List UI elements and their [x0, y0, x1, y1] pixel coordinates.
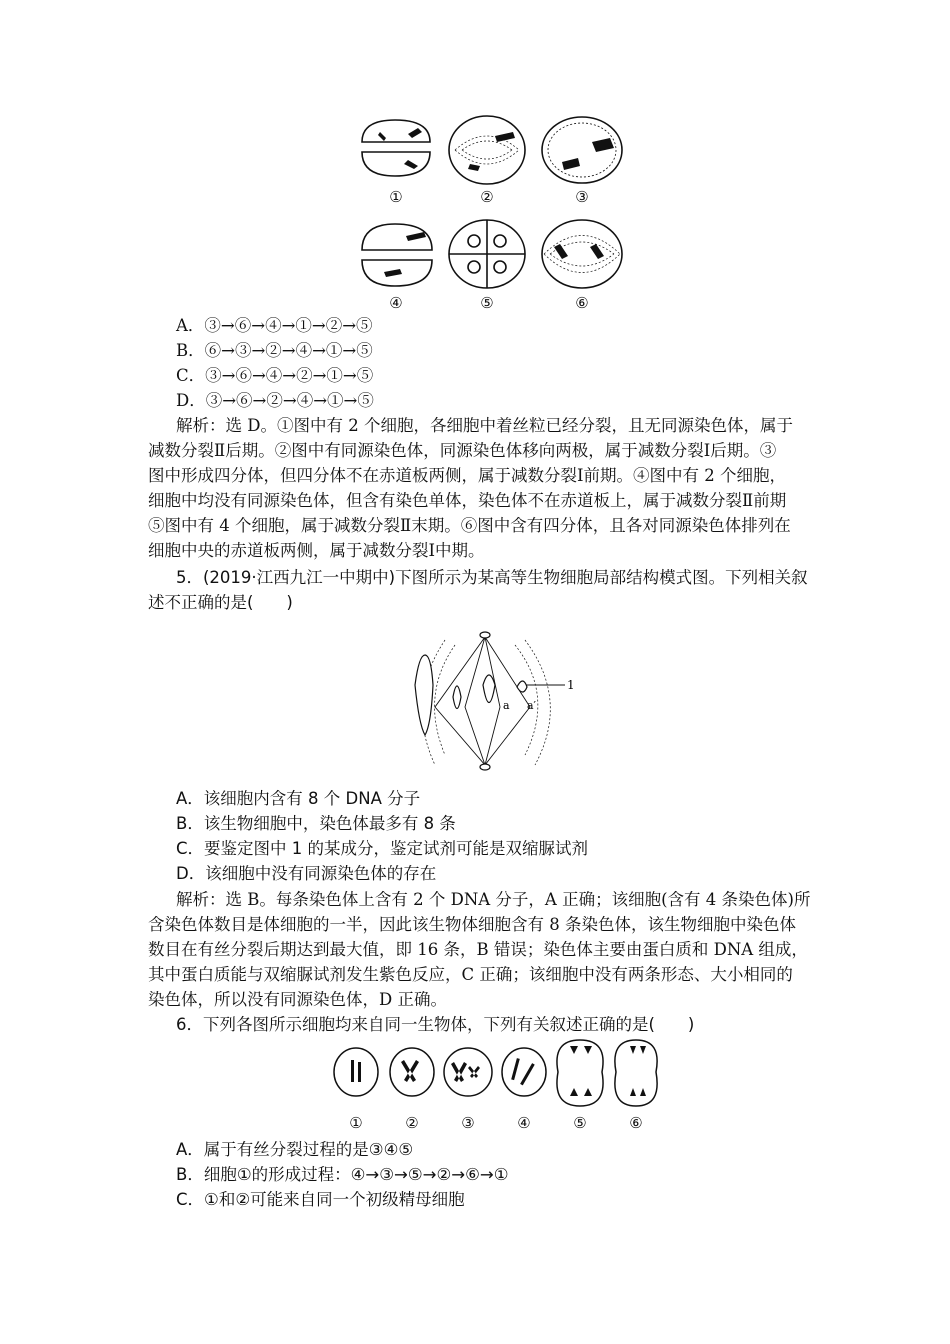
q6-label-5: ⑤: [573, 1114, 587, 1132]
centrosome-bottom: [480, 764, 490, 770]
chromosome-large: [415, 655, 433, 735]
q6-label-3: ③: [461, 1114, 475, 1132]
q5-analysis-line: 其中蛋白质能与双缩脲试剂发生紫色反应，C 正确；该细胞中没有两条形态、大小相同的: [148, 965, 793, 984]
q5-analysis-line: 解析：选 B。每条染色体上含有 2 个 DNA 分子，A 正确；该细胞(含有 4 条染色体)所: [176, 890, 811, 909]
q5-analysis-line: 染色体，所以没有同源染色体，D 正确。: [148, 990, 447, 1009]
q5-option-c: C．要鉴定图中 1 的某成分，鉴定试剂可能是双缩脲试剂: [176, 839, 589, 858]
q6-option-c: C．①和②可能来自同一个初级精母细胞: [176, 1190, 465, 1209]
q4-analysis-line: 细胞中央的赤道板两侧，属于减数分裂Ⅰ中期。: [148, 541, 485, 560]
q6-label-1: ①: [349, 1114, 363, 1132]
q4-option-d: D．③→⑥→②→④→①→⑤: [176, 391, 374, 410]
q4-analysis-line: ⑤图中有 4 个细胞，属于减数分裂Ⅱ末期。⑥图中含有四分体，且各对同源染色体排列在: [148, 516, 791, 535]
cell-1-bottom: [362, 152, 430, 176]
q4-label-4: ④: [389, 294, 403, 312]
q6-cell-5: [557, 1040, 603, 1106]
chromosome-2: [453, 686, 461, 709]
centrosome-top: [480, 632, 490, 638]
q4-label-3: ③: [575, 188, 589, 206]
spindle-diagram: [405, 625, 585, 775]
q5-option-b: B．该生物细胞中，染色体最多有 8 条: [176, 814, 456, 833]
label-a: a: [503, 699, 510, 712]
q5-analysis-line: 数目在有丝分裂后期达到最大值，即 16 条，B 错误；染色体主要由蛋白质和 DNA 组成，: [148, 940, 808, 959]
q4-label-6: ⑥: [575, 294, 589, 312]
q4-option-b: B．⑥→③→②→④→①→⑤: [176, 341, 373, 360]
q5-stem-line: 述不正确的是( ): [148, 593, 293, 612]
q6-label-4: ④: [517, 1114, 531, 1132]
chromosome-4: [517, 681, 527, 692]
q5-option-a: A．该细胞内含有 8 个 DNA 分子: [176, 789, 421, 808]
cell-3: [542, 117, 622, 183]
q5-option-d: D．该细胞中没有同源染色体的存在: [176, 864, 437, 883]
q6-cells-diagram: [330, 1036, 660, 1111]
q6-label-2: ②: [405, 1114, 419, 1132]
q4-figure: [350, 112, 640, 317]
cell-6: [542, 220, 622, 288]
q5-figure: [405, 625, 585, 775]
q5-stem-line: 5．(2019·江西九江一中期中)下图所示为某高等生物细胞局部结构模式图。下列相关叙: [176, 568, 808, 587]
spindle-fibers: [435, 637, 530, 765]
q6-label-6: ⑥: [629, 1114, 643, 1132]
q4-option-c: C．③→⑥→④→②→①→⑤: [176, 366, 374, 385]
cell-2: [449, 116, 525, 184]
q4-cells-diagram: [350, 112, 640, 317]
q6-cell-4: [502, 1048, 546, 1096]
q6-option-a: A．属于有丝分裂过程的是③④⑤: [176, 1140, 414, 1159]
q4-label-2: ②: [480, 188, 494, 206]
q6-cell-1: [334, 1048, 378, 1096]
q4-analysis-line: 解析：选 D。①图中有 2 个细胞，各细胞中着丝粒已经分裂，且无同源染色体，属于: [176, 416, 793, 435]
q4-label-5: ⑤: [480, 294, 494, 312]
label-1: 1: [567, 678, 575, 692]
q4-analysis-line: 细胞中均没有同源染色体，但含有染色单体，染色体不在赤道板上，属于减数分裂Ⅱ前期: [148, 491, 787, 510]
q4-analysis-line: 减数分裂Ⅱ后期。②图中有同源染色体，同源染色体移向两极，属于减数分裂Ⅰ后期。③: [148, 441, 777, 460]
q6-figure: [330, 1036, 660, 1136]
q6-cell-3: [444, 1048, 492, 1096]
q5-analysis-line: 含染色体数目是体细胞的一半，因此该生物体细胞含有 8 条染色体，该生物细胞中染色体: [148, 915, 796, 934]
q6-cell-6: [615, 1040, 657, 1106]
q4-label-1: ①: [389, 188, 403, 206]
q4-analysis-line: 图中形成四分体，但四分体不在赤道板两侧，属于减数分裂Ⅰ前期。④图中有 2 个细胞，: [148, 466, 787, 485]
label-a-prime: a′: [527, 699, 537, 712]
q4-option-a: A．③→⑥→④→①→②→⑤: [176, 316, 373, 335]
q6-stem: 6．下列各图所示细胞均来自同一生物体，下列有关叙述正确的是( ): [176, 1015, 695, 1034]
chromosome-3: [483, 675, 495, 703]
q6-option-b: B．细胞①的形成过程：④→③→⑤→②→⑥→①: [176, 1165, 509, 1184]
